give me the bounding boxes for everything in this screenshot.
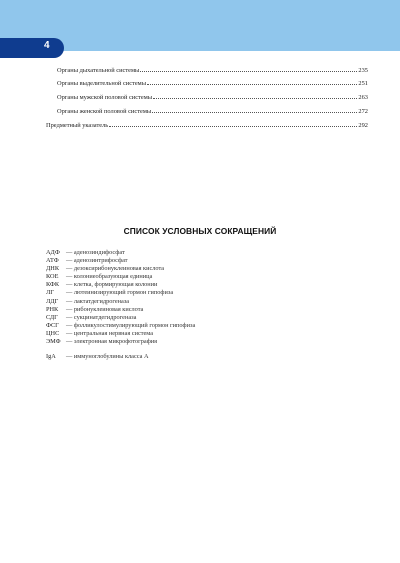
- toc-leader-dots: [109, 121, 357, 127]
- abbreviation-row: [46, 314, 195, 322]
- abbreviation-definition: — иммуноглобулины класса А: [66, 353, 149, 360]
- abbreviation-definition: — электронная микрофотография: [66, 338, 158, 346]
- toc-entry-page: 272: [358, 108, 368, 115]
- toc-entry-page: 235: [358, 67, 368, 74]
- toc-leader-dots: [147, 79, 357, 85]
- abbreviation-definition: — клетка, формирующая колонии: [66, 281, 158, 289]
- abbreviation-row: [46, 353, 149, 361]
- abbreviation-definition: — центральная нервная система: [66, 329, 154, 337]
- abbreviation: ЭМФ: [46, 338, 61, 346]
- abbreviation: СДГ: [46, 313, 58, 321]
- abbreviation-row: [46, 306, 195, 314]
- abbreviation-definition: — рибонуклеиновая кислота: [66, 305, 144, 313]
- abbreviation-definition: — дезоксирибонуклеиновая кислота: [66, 265, 165, 273]
- abbreviation-row: [46, 249, 195, 257]
- abbreviation-definition: — лютеинизирующий гормон гипофиза: [66, 289, 174, 297]
- page-number: 4: [44, 40, 50, 51]
- abbreviation: КОЕ: [46, 273, 59, 281]
- toc-entry-page: 292: [358, 122, 368, 129]
- toc-entry: [57, 107, 368, 116]
- abbreviations-list: [46, 249, 195, 346]
- toc-entry: [57, 66, 368, 75]
- abbreviation-definition: — аденозинтрифосфат: [66, 257, 128, 265]
- abbreviation: АТФ: [46, 257, 59, 265]
- abbreviations-extra-list: [46, 353, 149, 361]
- abbreviation: ЛГ: [46, 289, 54, 297]
- abbreviation: ФСГ: [46, 321, 59, 329]
- abbreviation-definition: — аденозиндифосфат: [66, 249, 125, 256]
- abbreviation-definition: — лактатдегидрогеназа: [66, 297, 130, 305]
- toc-leader-dots: [152, 107, 357, 113]
- toc-entry: [57, 93, 368, 102]
- abbreviation-row: [46, 322, 195, 330]
- toc-entry-title: Органы женской половой системы: [57, 108, 152, 115]
- abbreviation-row: [46, 289, 195, 297]
- abbreviations-heading: СПИСОК УСЛОВНЫХ СОКРАЩЕНИЙ: [123, 226, 277, 236]
- abbreviation: ДНК: [46, 265, 60, 273]
- abbreviation: РНК: [46, 305, 59, 313]
- abbreviation: КФК: [46, 281, 60, 289]
- toc-entry-title: Органы дыхательной системы: [57, 67, 140, 74]
- abbreviation: ЛДГ: [46, 297, 59, 305]
- abbreviation-row: [46, 298, 195, 306]
- toc-leader-dots: [153, 93, 357, 99]
- abbreviation-definition: — фолликулостимулирующий гормон гипофиза: [66, 321, 196, 329]
- abbreviation-row: [46, 338, 195, 346]
- toc-entry-page: 263: [358, 94, 368, 101]
- abbreviation-row: [46, 330, 195, 338]
- abbreviation-row: [46, 257, 195, 265]
- toc-entry-title: Предметный указатель: [46, 122, 109, 129]
- toc-entry: [57, 79, 368, 88]
- abbreviation: АДФ: [46, 249, 60, 256]
- abbreviation-definition: — колониеобразующая единица: [66, 273, 153, 281]
- abbreviation-row: [46, 281, 195, 289]
- abbreviation-row: [46, 273, 195, 281]
- toc-entry-page: 251: [358, 80, 368, 87]
- toc-entry: [46, 121, 368, 130]
- abbreviation: ЦНС: [46, 329, 60, 337]
- toc-entry-title: Органы выделительной системы: [57, 80, 147, 87]
- abbreviation-row: [46, 265, 195, 273]
- page-number-tab: [0, 38, 64, 58]
- abbreviation: IgA: [46, 353, 56, 360]
- abbreviation-definition: — сукцинатдегидрогеназа: [66, 313, 137, 321]
- toc-entry-title: Органы мужской половой системы: [57, 94, 153, 101]
- toc-leader-dots: [140, 66, 357, 72]
